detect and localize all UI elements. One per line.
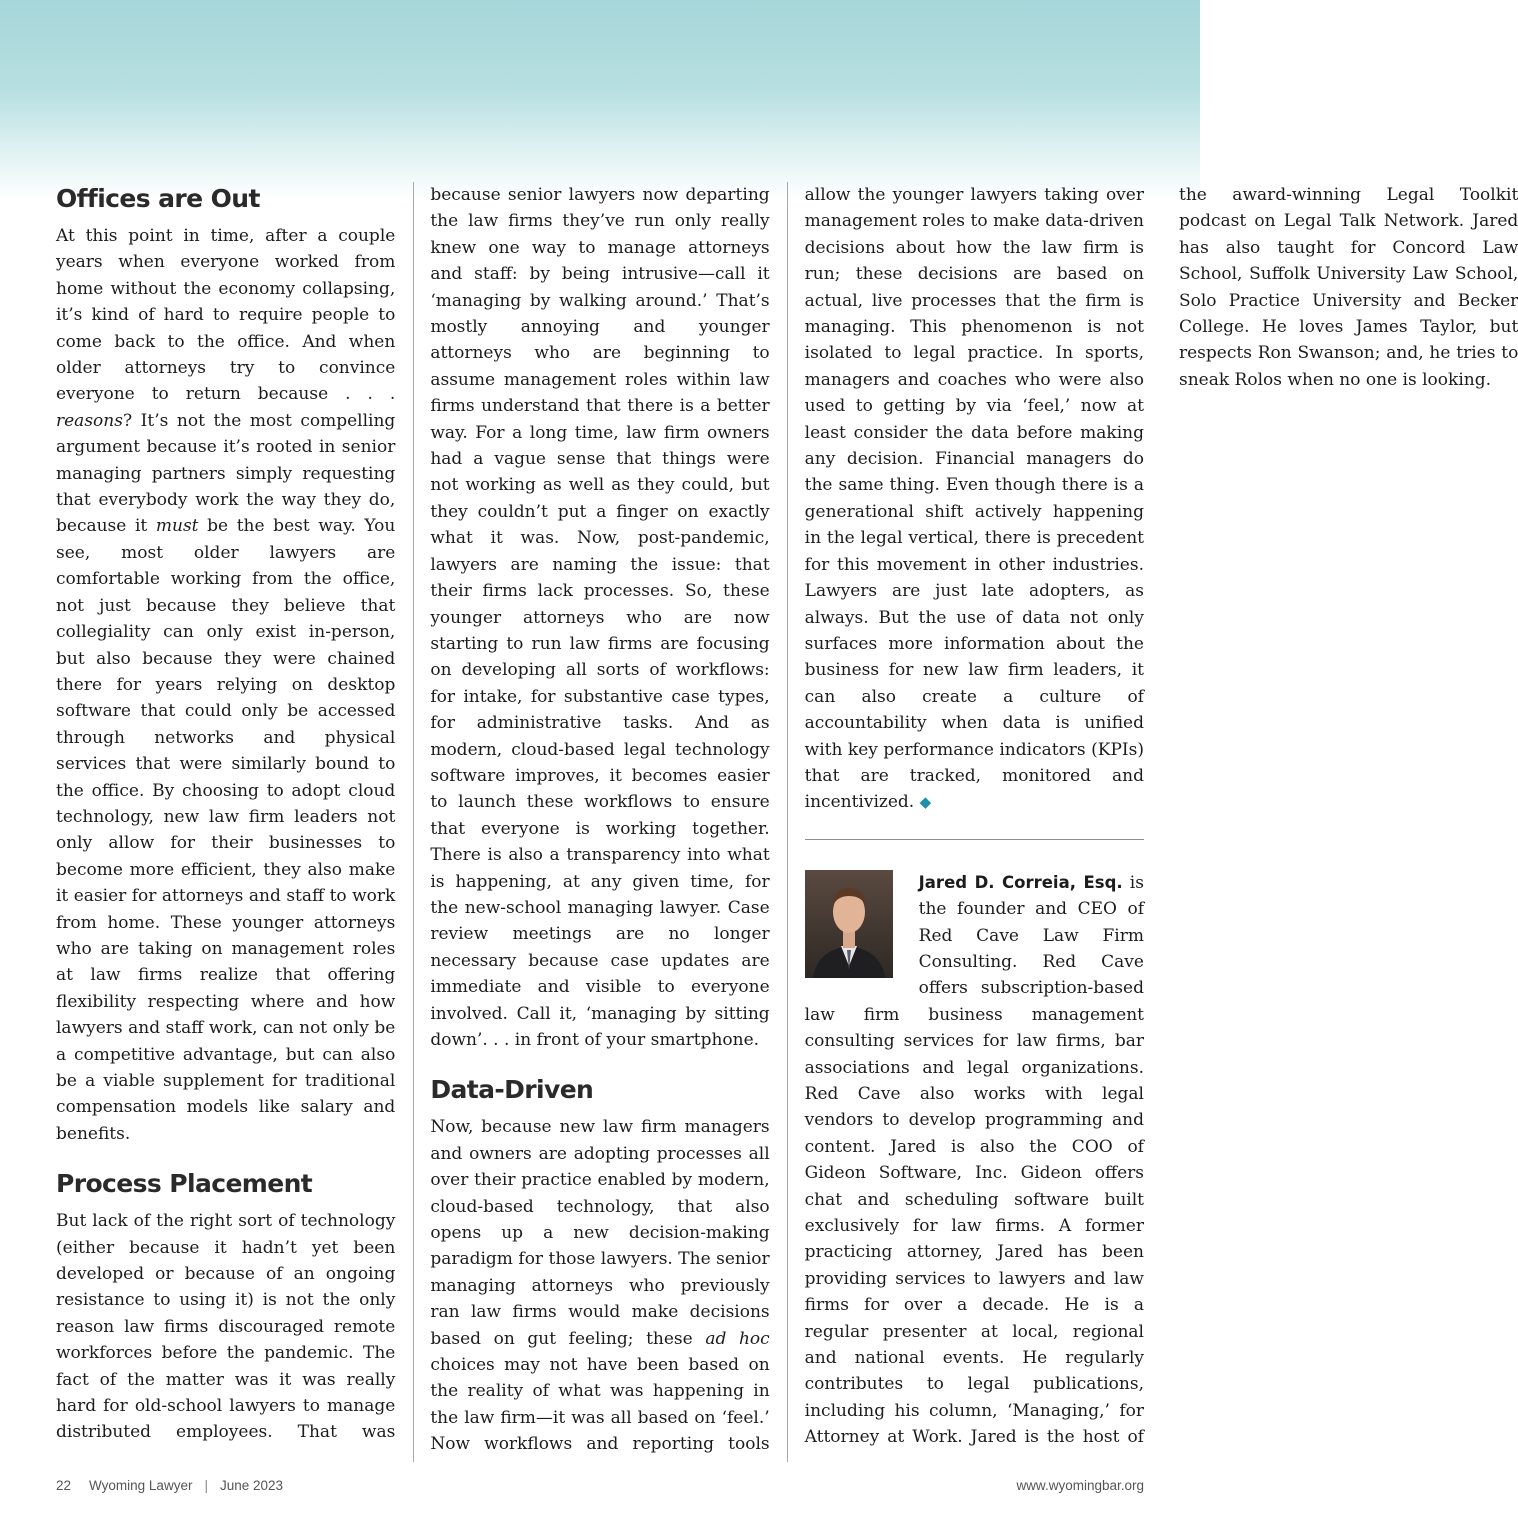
bio-divider bbox=[805, 839, 1144, 840]
author-photo bbox=[805, 870, 893, 978]
publication-title: Wyoming Lawyer bbox=[89, 1478, 193, 1493]
heading-process-placement: Process Placement bbox=[56, 1169, 313, 1199]
end-mark-icon: ◆ bbox=[919, 793, 932, 812]
paragraph-offices: At this point in time, after a couple years when everyone worked from home without the economy collapsing, it’s kind of hard to require people to come back to the office. And when older attorneys try to convince everyone to return because . . . reasons? It’s not the most compelling argument because it’s rooted in senior managing partners simply requesting that everybody work the way they do, because it must be the best way. You see, most older lawyers are comfortable working from the office, not just because they believe that collegiality can only exist in-person, but also because they were chained there for years relying on desktop software that could only be accessed through networks and physical services that were similarly bound to the office. By choosing to adopt cloud technology, new law firm leaders not only allow for their businesses to become more efficient, they also make it easier for attorneys and staff to work from home. These younger attorneys who are taking on management roles at law firms realize that offering flexibility respecting where and how lawyers and staff work, can not only be a competitive advantage, but can also be a viable supplement for traditional compensation models like salary and benefits. bbox=[56, 226, 396, 1144]
header-banner bbox=[0, 0, 1200, 200]
heading-data-driven: Data-Driven bbox=[430, 1075, 594, 1105]
footer-left bbox=[56, 1478, 283, 1493]
page-number: 22 bbox=[56, 1478, 72, 1493]
paragraph-process: But lack of the right sort of technology (either because it hadn’t yet been developed or because of an ongoing resistance to using it) is not the only reason law firms discouraged remote workforces before the pandemic. The fact of the matter was it was really hard for old-school lawyers to manage distributed employees. That was because senior lawyers now departing the law firms they’ve run only really knew one way to manage attorneys and staff: by being intrusive—call it ‘managing by walking around.’ That’s mostly annoying and younger attorneys who are beginning to assume management roles within law firms understand that there is a better way. For a long time, law firm owners had a vague sense that things were not working as well as they could, but they couldn’t put a finger on exactly what it was. Now, post-pandemic, lawyers are naming the issue: that their firms lack processes. So, these younger attorneys who are now starting to run law firms are focusing on developing all sorts of workflows: for intake, for substantive case types, for administrative tasks. And as modern, cloud-based legal technology software improves, it becomes easier to launch these workflows to ensure that everyone is working together. There is also a transparency into what is happening, at any given time, for the new-school managing lawyer. Case review meetings are no longer necessary because case updates are immediate and visible to everyone involved. Call it, ‘managing by sitting down’. . . in front of your smartphone. bbox=[56, 185, 770, 1443]
issue-date: June 2023 bbox=[219, 1478, 284, 1493]
article-body bbox=[56, 182, 1518, 1462]
footer-divider: | bbox=[204, 1478, 208, 1493]
footer-url: www.wyomingbar.org bbox=[1016, 1478, 1144, 1493]
author-name: Jared D. Correia, Esq. bbox=[918, 872, 1123, 892]
heading-offices-are-out: Offices are Out bbox=[56, 184, 260, 213]
paragraph-data: Now, because new law firm managers and owners are adopting processes all over their practice enabled by modern, cloud-based technology, that also opens up a new decision-making paradigm for those lawyers. The senior managing attorneys who previously ran law firms would make decisions based on gut feeling; these ad hoc choices may not have been based on the reality of what was happening in the law firm—it was all based on ‘feel.’ Now workflows and reporting tools allow the younger lawyers taking over management roles to make data-driven decisions about how the law firm is run; these decisions are based on actual, live processes that the firm is managing. This phenomenon is not isolated to legal practice. In sports, managers and coaches who were also used to getting by via ‘feel,’ now at least consider the data before making any decision. Financial managers do the same thing. Even though there is a generational shift actively happening in the legal vertical, there is precedent for this movement in other industries. Lawyers are just late adopters, as always. But the use of data not only surfaces more information about the business for new law firm leaders, it can also create a culture of accountability when data is unified with key performance indicators (KPIs) that are tracked, monitored and incentivized. ◆ bbox=[430, 185, 1144, 1455]
author-bio-text: is the founder and CEO of Red Cave Law Firm Consulting. Red Cave offers subscription-based law firm business management consulting services for law firms, bar associations and legal organizations. Red Cave also works with legal vendors to develop programming and content. Jared is also the COO of Gideon Software, Inc. Gideon offers chat and scheduling software built exclusively for law firms. A former practicing attorney, Jared has been providing services to lawyers and law firms for over a decade. He is a regular presenter at local, regional and national events. He regularly contributes to legal publications, including his column, ‘Managing,’ for Attorney at Work. Jared is the host of the award-winning Legal Toolkit podcast on Legal Talk Network. Jared has also taught for Concord Law School, Suffolk University Law School, Solo Practice University and Becker College. He loves James Taylor, but respects Ron Swanson; and, he tries to sneak Rolos when no one is looking. bbox=[804, 185, 1518, 1448]
